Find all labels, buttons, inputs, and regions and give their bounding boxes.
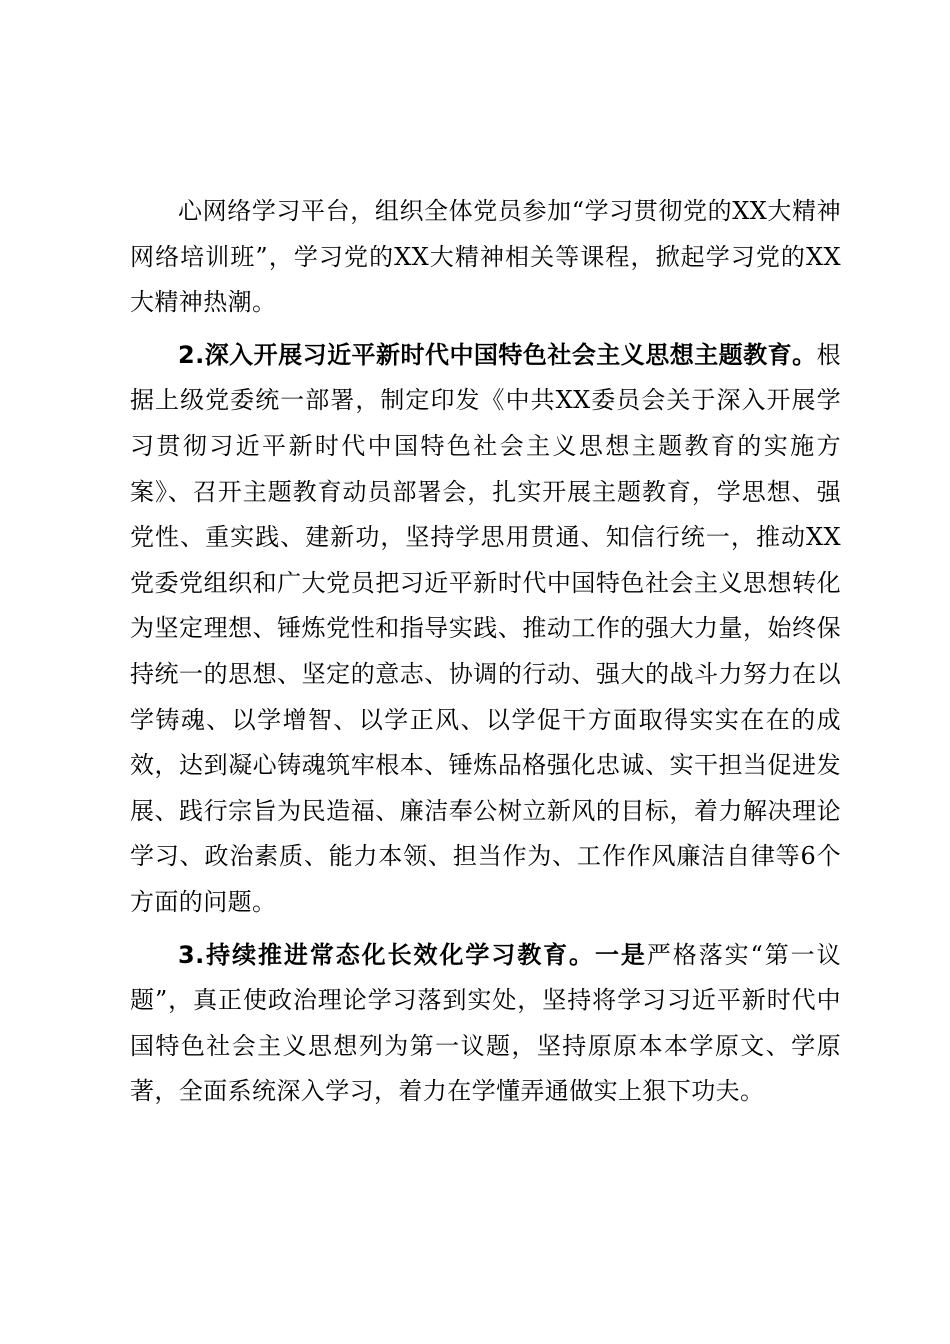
paragraph-online-training: [130, 189, 841, 326]
paragraph-theme-education-text: 根据上级党委统一部署，制定印发《中共XX委员会关于深入开展学习贯彻习近平新时代中国特色社会主义思想主题教育的实施方案》、召开主题教育动员部署会，扎实开展主题教育，学思想、强党性、重实践、建新功，坚持学思用贯通、知信行统一，推动XX党委党组织和广大党员把习近平新时代中国特色社会主义思想转化为坚定理想、锤炼党性和指导实践、推动工作的强大力量，始终保持统一的思想、坚定的意志、协调的行动、强大的战斗力努力在以学铸魂、以学增智、以学正风、以学促干方面取得实实在在的成效，达到凝心铸魂筑牢根本、锤炼品格强化忠诚、实干担当促进发展、践行宗旨为民造福、廉洁奉公树立新风的目标，着力解决理论学习、政治素质、能力本领、担当作为、工作作风廉洁自律等6个方面的问题。: [130, 340, 841, 916]
paragraph-online-training-text: 心网络学习平台，组织全体党员参加“学习贯彻党的XX大精神网络培训班”，学习党的XX大精神相关等课程，掀起学习党的XX大精神热潮。: [130, 197, 841, 317]
paragraph-regular-education-text: 严格落实“第一议题”，真正使政治理论学习落到实处，坚持将学习习近平新时代中国特色社会主义思想列为第一议题，坚持原原本本学原文、学原著，全面系统深入学习，着力在学懂弄通做实上狠下功夫。: [130, 940, 841, 1106]
lead-first-point: 一是: [595, 940, 647, 969]
paragraph-regular-education: [130, 933, 841, 1115]
section-heading-theme-education: 2.深入开展习近平新时代中国特色社会主义思想主题教育。: [178, 340, 817, 369]
section-heading-regular-education: 3.持续推进常态化长效化学习教育。: [178, 940, 595, 969]
document-body: [130, 189, 841, 1115]
paragraph-theme-education: [130, 333, 841, 926]
